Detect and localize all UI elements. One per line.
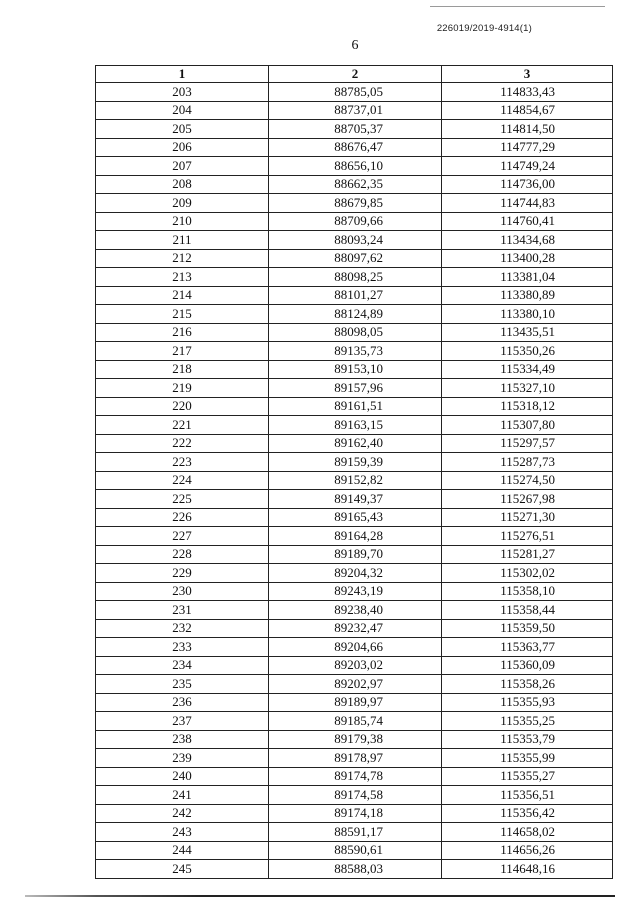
- x-coordinate-cell: 88101,27: [269, 286, 442, 305]
- point-number-cell: 245: [96, 860, 269, 879]
- table-row: [96, 323, 613, 342]
- y-coordinate-cell: 114736,00: [442, 175, 613, 194]
- table-row: [96, 823, 613, 842]
- point-number-cell: 233: [96, 638, 269, 657]
- x-coordinate-cell: 88656,10: [269, 157, 442, 176]
- table-row: [96, 508, 613, 527]
- x-coordinate-cell: 88588,03: [269, 860, 442, 879]
- x-coordinate-cell: 89135,73: [269, 342, 442, 361]
- table-row: [96, 360, 613, 379]
- y-coordinate-cell: 115302,02: [442, 564, 613, 583]
- point-number-cell: 235: [96, 675, 269, 694]
- table-row: [96, 619, 613, 638]
- x-coordinate-cell: 89164,28: [269, 527, 442, 546]
- point-number-cell: 222: [96, 434, 269, 453]
- point-number-cell: 211: [96, 231, 269, 250]
- table-row: [96, 545, 613, 564]
- x-coordinate-cell: 89174,58: [269, 786, 442, 805]
- y-coordinate-cell: 115318,12: [442, 397, 613, 416]
- y-coordinate-cell: 114814,50: [442, 120, 613, 139]
- x-coordinate-cell: 89174,18: [269, 804, 442, 823]
- x-coordinate-cell: 88679,85: [269, 194, 442, 213]
- table-row: [96, 693, 613, 712]
- point-number-cell: 207: [96, 157, 269, 176]
- x-coordinate-cell: 89163,15: [269, 416, 442, 435]
- y-coordinate-cell: 115271,30: [442, 508, 613, 527]
- table-row: [96, 379, 613, 398]
- table-row: [96, 638, 613, 657]
- x-coordinate-cell: 88591,17: [269, 823, 442, 842]
- x-coordinate-cell: 89157,96: [269, 379, 442, 398]
- y-coordinate-cell: 115358,26: [442, 675, 613, 694]
- y-coordinate-cell: 115356,51: [442, 786, 613, 805]
- y-coordinate-cell: 115355,93: [442, 693, 613, 712]
- y-coordinate-cell: 115359,50: [442, 619, 613, 638]
- point-number-cell: 217: [96, 342, 269, 361]
- point-number-cell: 228: [96, 545, 269, 564]
- point-number-cell: 224: [96, 471, 269, 490]
- point-number-cell: 216: [96, 323, 269, 342]
- y-coordinate-cell: 114833,43: [442, 83, 613, 102]
- y-coordinate-cell: 113381,04: [442, 268, 613, 287]
- table-row: [96, 453, 613, 472]
- table-row: [96, 212, 613, 231]
- point-number-cell: 205: [96, 120, 269, 139]
- table-row: [96, 804, 613, 823]
- y-coordinate-cell: 115356,42: [442, 804, 613, 823]
- y-coordinate-cell: 115334,49: [442, 360, 613, 379]
- point-number-cell: 221: [96, 416, 269, 435]
- point-number-cell: 234: [96, 656, 269, 675]
- x-coordinate-cell: 89243,19: [269, 582, 442, 601]
- table-row: [96, 656, 613, 675]
- x-coordinate-cell: 88662,35: [269, 175, 442, 194]
- point-number-cell: 230: [96, 582, 269, 601]
- y-coordinate-cell: 114777,29: [442, 138, 613, 157]
- point-number-cell: 204: [96, 101, 269, 120]
- column-header-1: 1: [96, 66, 269, 83]
- point-number-cell: 229: [96, 564, 269, 583]
- table-row: [96, 434, 613, 453]
- y-coordinate-cell: 115327,10: [442, 379, 613, 398]
- y-coordinate-cell: 114854,67: [442, 101, 613, 120]
- point-number-cell: 243: [96, 823, 269, 842]
- point-number-cell: 206: [96, 138, 269, 157]
- point-number-cell: 209: [96, 194, 269, 213]
- table-body: [96, 83, 613, 879]
- column-header-3: 3: [442, 66, 613, 83]
- table-row: [96, 582, 613, 601]
- point-number-cell: 219: [96, 379, 269, 398]
- table-row: [96, 471, 613, 490]
- x-coordinate-cell: 89185,74: [269, 712, 442, 731]
- x-coordinate-cell: 89159,39: [269, 453, 442, 472]
- y-coordinate-cell: 115355,27: [442, 767, 613, 786]
- table-row: [96, 675, 613, 694]
- x-coordinate-cell: 89162,40: [269, 434, 442, 453]
- x-coordinate-cell: 89232,47: [269, 619, 442, 638]
- x-coordinate-cell: 89161,51: [269, 397, 442, 416]
- x-coordinate-cell: 88590,61: [269, 841, 442, 860]
- x-coordinate-cell: 88705,37: [269, 120, 442, 139]
- y-coordinate-cell: 114648,16: [442, 860, 613, 879]
- table-row: [96, 101, 613, 120]
- point-number-cell: 226: [96, 508, 269, 527]
- table-row: [96, 749, 613, 768]
- table-row: [96, 83, 613, 102]
- table-row: [96, 342, 613, 361]
- point-number-cell: 210: [96, 212, 269, 231]
- y-coordinate-cell: 115358,44: [442, 601, 613, 620]
- point-number-cell: 242: [96, 804, 269, 823]
- point-number-cell: 231: [96, 601, 269, 620]
- y-coordinate-cell: 115350,26: [442, 342, 613, 361]
- y-coordinate-cell: 113435,51: [442, 323, 613, 342]
- table-row: [96, 786, 613, 805]
- x-coordinate-cell: 88098,25: [269, 268, 442, 287]
- table-row: [96, 268, 613, 287]
- point-number-cell: 227: [96, 527, 269, 546]
- y-coordinate-cell: 113434,68: [442, 231, 613, 250]
- y-coordinate-cell: 115281,27: [442, 545, 613, 564]
- table-row: [96, 490, 613, 509]
- point-number-cell: 232: [96, 619, 269, 638]
- coordinates-table: [95, 65, 613, 879]
- y-coordinate-cell: 113400,28: [442, 249, 613, 268]
- header-rule: [430, 6, 605, 7]
- x-coordinate-cell: 88737,01: [269, 101, 442, 120]
- y-coordinate-cell: 115363,77: [442, 638, 613, 657]
- point-number-cell: 239: [96, 749, 269, 768]
- x-coordinate-cell: 89165,43: [269, 508, 442, 527]
- table-row: [96, 767, 613, 786]
- x-coordinate-cell: 89189,70: [269, 545, 442, 564]
- table-header-row: [96, 66, 613, 83]
- x-coordinate-cell: 89149,37: [269, 490, 442, 509]
- point-number-cell: 240: [96, 767, 269, 786]
- x-coordinate-cell: 88124,89: [269, 305, 442, 324]
- y-coordinate-cell: 115267,98: [442, 490, 613, 509]
- y-coordinate-cell: 114749,24: [442, 157, 613, 176]
- table-row: [96, 286, 613, 305]
- point-number-cell: 236: [96, 693, 269, 712]
- x-coordinate-cell: 88785,05: [269, 83, 442, 102]
- table-row: [96, 305, 613, 324]
- y-coordinate-cell: 115307,80: [442, 416, 613, 435]
- x-coordinate-cell: 89179,38: [269, 730, 442, 749]
- x-coordinate-cell: 89204,32: [269, 564, 442, 583]
- table-row: [96, 860, 613, 879]
- table-row: [96, 841, 613, 860]
- y-coordinate-cell: 114658,02: [442, 823, 613, 842]
- y-coordinate-cell: 115276,51: [442, 527, 613, 546]
- y-coordinate-cell: 115360,09: [442, 656, 613, 675]
- point-number-cell: 213: [96, 268, 269, 287]
- table-row: [96, 712, 613, 731]
- table-row: [96, 416, 613, 435]
- table-row: [96, 231, 613, 250]
- y-coordinate-cell: 114744,83: [442, 194, 613, 213]
- x-coordinate-cell: 89153,10: [269, 360, 442, 379]
- point-number-cell: 241: [96, 786, 269, 805]
- y-coordinate-cell: 114760,41: [442, 212, 613, 231]
- x-coordinate-cell: 89189,97: [269, 693, 442, 712]
- table-row: [96, 527, 613, 546]
- y-coordinate-cell: 115287,73: [442, 453, 613, 472]
- x-coordinate-cell: 89203,02: [269, 656, 442, 675]
- y-coordinate-cell: 113380,89: [442, 286, 613, 305]
- point-number-cell: 237: [96, 712, 269, 731]
- page-number: 6: [351, 38, 359, 53]
- x-coordinate-cell: 89204,66: [269, 638, 442, 657]
- y-coordinate-cell: 115297,57: [442, 434, 613, 453]
- table-row: [96, 194, 613, 213]
- table-row: [96, 397, 613, 416]
- x-coordinate-cell: 89202,97: [269, 675, 442, 694]
- y-coordinate-cell: 115353,79: [442, 730, 613, 749]
- y-coordinate-cell: 113380,10: [442, 305, 613, 324]
- x-coordinate-cell: 89238,40: [269, 601, 442, 620]
- x-coordinate-cell: 89178,97: [269, 749, 442, 768]
- footer-rule: [25, 895, 615, 897]
- point-number-cell: 223: [96, 453, 269, 472]
- table-row: [96, 120, 613, 139]
- table-row: [96, 157, 613, 176]
- point-number-cell: 238: [96, 730, 269, 749]
- x-coordinate-cell: 88709,66: [269, 212, 442, 231]
- point-number-cell: 218: [96, 360, 269, 379]
- x-coordinate-cell: 89174,78: [269, 767, 442, 786]
- column-header-2: 2: [269, 66, 442, 83]
- x-coordinate-cell: 89152,82: [269, 471, 442, 490]
- point-number-cell: 203: [96, 83, 269, 102]
- x-coordinate-cell: 88098,05: [269, 323, 442, 342]
- point-number-cell: 225: [96, 490, 269, 509]
- y-coordinate-cell: 115274,50: [442, 471, 613, 490]
- point-number-cell: 215: [96, 305, 269, 324]
- point-number-cell: 208: [96, 175, 269, 194]
- table-row: [96, 601, 613, 620]
- y-coordinate-cell: 114656,26: [442, 841, 613, 860]
- table-row: [96, 730, 613, 749]
- point-number-cell: 214: [96, 286, 269, 305]
- point-number-cell: 220: [96, 397, 269, 416]
- y-coordinate-cell: 115355,25: [442, 712, 613, 731]
- table-row: [96, 175, 613, 194]
- y-coordinate-cell: 115355,99: [442, 749, 613, 768]
- y-coordinate-cell: 115358,10: [442, 582, 613, 601]
- point-number-cell: 244: [96, 841, 269, 860]
- table-row: [96, 249, 613, 268]
- x-coordinate-cell: 88676,47: [269, 138, 442, 157]
- x-coordinate-cell: 88093,24: [269, 231, 442, 250]
- x-coordinate-cell: 88097,62: [269, 249, 442, 268]
- point-number-cell: 212: [96, 249, 269, 268]
- table-row: [96, 138, 613, 157]
- document-id: 226019/2019-4914(1): [436, 23, 532, 34]
- table-row: [96, 564, 613, 583]
